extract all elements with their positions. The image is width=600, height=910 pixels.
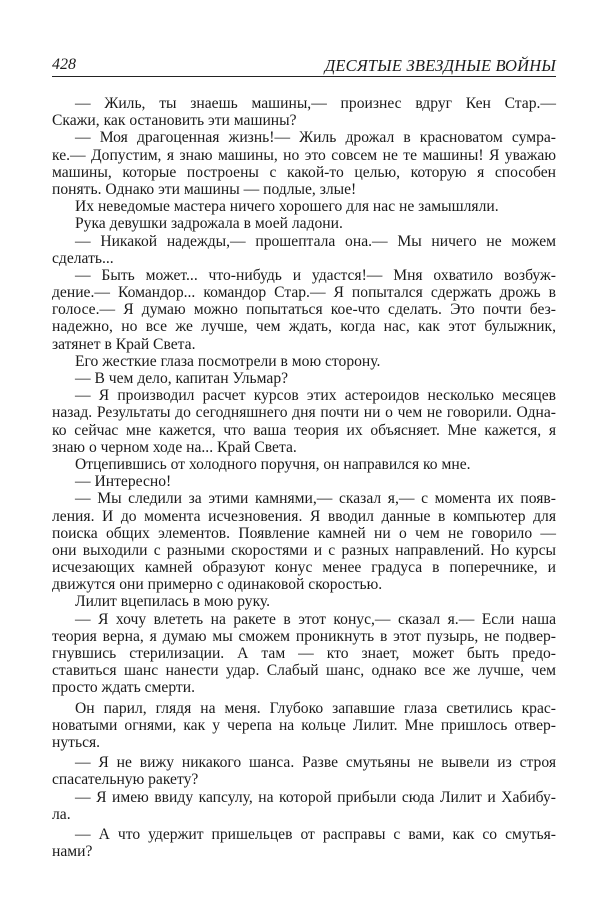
text-line: затянет в Край Света.	[52, 335, 196, 353]
text-line: голосе.— Я думаю можно попытаться кое-что сделать. Это почти без-	[52, 301, 556, 319]
text-line: — А что удержит пришельцев от расправы с вами, как со смутья-	[75, 825, 556, 843]
text-line: Лилит вцепилась в мою руку.	[75, 593, 271, 611]
text-line: исчезающих камней образуют конус менее градуса в поперечнике, и	[52, 559, 556, 577]
text-line: — Я производил расчет курсов этих астероидов несколько месяцев	[75, 387, 556, 405]
text-line: понять. Однако эти машины — подлые, злые!	[52, 180, 357, 198]
text-line: Их неведомые мастера ничего хорошего для нас не замышляли.	[75, 198, 499, 216]
text-line: ставиться шанс нанести удар. Слабый шанс, однако все же лучше, чем	[52, 662, 556, 680]
text-line: сделать...	[52, 249, 114, 267]
text-line: Скажи, как остановить эти машины?	[52, 112, 297, 130]
text-line: машины, которые построены с какой-то целью, которую я способен	[52, 163, 556, 181]
page-header	[52, 54, 556, 77]
text-line: спасательную ракету?	[52, 771, 199, 789]
text-line: нами?	[52, 843, 93, 861]
text-line: — Я имею ввиду капсулу, на которой прибыли сюда Лилит и Хабибу-	[75, 788, 556, 806]
text-line: — Никакой надежды,— прошептала она.— Мы ничего не можем	[75, 232, 556, 250]
text-line: — Моя драгоценная жизнь!— Жиль дрожал в красноватом сумра-	[75, 129, 556, 147]
text-line: ке.— Допустим, я знаю машины, но это совсем не те машины! Я уважаю	[52, 146, 556, 164]
text-line: — В чем дело, капитан Ульмар?	[75, 370, 289, 387]
text-line: гнувшись стерилизации. А там — кто знает, может быть предо-	[52, 645, 556, 662]
text-line: Его жесткие глаза посмотрели в мою сторону.	[75, 352, 381, 370]
running-title: ДЕСЯТЫЕ ЗВЕЗДНЫЕ ВОЙНЫ	[324, 56, 556, 75]
text-line: ла.	[52, 805, 71, 823]
page-number: 428	[52, 56, 76, 73]
text-line: поиска общих элементов. Появление камней ни о чем не говорило —	[52, 524, 556, 542]
body-text	[52, 95, 556, 860]
text-line: движутся они примерно с одинаковой скоростью.	[52, 576, 383, 594]
text-line: они выходили с разными скоростями и с разных направлений. Но курсы	[52, 541, 556, 559]
text-line: надежно, но все же лучше, чем ждать, когда нас, как этот булыжник,	[52, 318, 556, 336]
text-line: Он парил, глядя на меня. Глубоко запавшие глаза светились крас-	[75, 699, 556, 717]
text-line: ко сейчас мне кажется, что ваша теория их объясняет. Мне кажется, я	[52, 421, 556, 439]
text-line: Отцепившись от холодного поручня, он направился ко мне.	[75, 455, 471, 473]
text-line: — Быть может... что-нибудь и удастся!— Мня охватило возбуж-	[75, 266, 556, 284]
text-line: новатыми огнями, как у черепа на кольце Лилит. Мне пришлось отвер-	[52, 716, 556, 734]
text-line: Рука девушки задрожала в моей ладони.	[75, 215, 343, 233]
text-line: — Я не вижу никакого шанса. Разве смутьяны не вывели из строя	[75, 754, 556, 772]
text-line: — Мы следили за этими камнями,— сказал я,— с момента их появ-	[75, 490, 556, 508]
text-line: знаю о черном ходе на... Край Света.	[52, 438, 297, 456]
text-line: просто ждать смерти.	[52, 679, 195, 697]
text-line: назад. Результаты до сегодняшнего дня почти ни о чем не говорили. Одна-	[52, 404, 556, 422]
text-line: нуться.	[52, 733, 101, 751]
text-line: теория верна, я думаю мы сможем проникнуть в этот пузырь, не подвер-	[52, 627, 556, 645]
text-line: ления. И до момента исчезновения. Я вводил данные в компьютер для	[52, 507, 556, 525]
text-line: дение.— Командор... командор Стар.— Я попытался сдержать дрожь в	[52, 284, 556, 302]
text-line: — Интересно!	[75, 473, 172, 491]
text-line: — Я хочу влететь на ракете в этот конус,— сказал я.— Если наша	[75, 610, 556, 628]
text-line: — Жиль, ты знаешь машины,— произнес вдруг Кен Стар.—	[75, 95, 556, 112]
